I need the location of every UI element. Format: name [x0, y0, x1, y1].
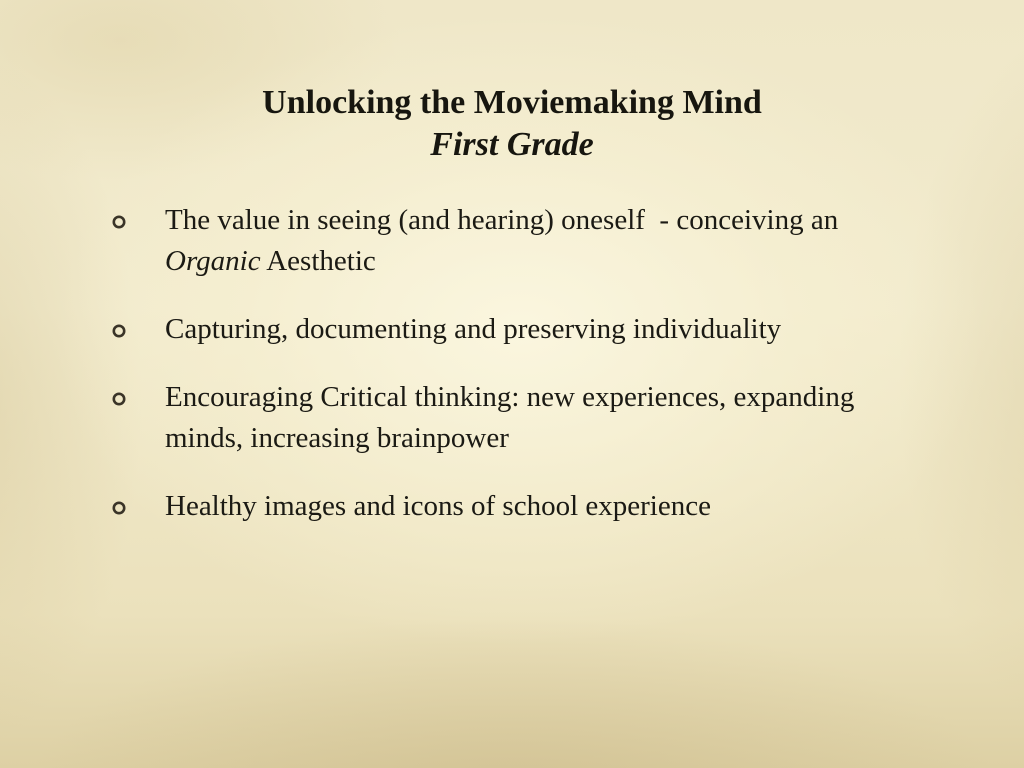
- bullet-item-2: [108, 309, 908, 350]
- slide-subtitle: First Grade: [430, 126, 594, 163]
- bullet-text-1b: conceiving an: [676, 204, 839, 236]
- bullet-list: [108, 200, 908, 554]
- bullet-item-1: [108, 200, 908, 282]
- bullet-text-2: Capturing, documenting and preserving individuality: [165, 313, 782, 345]
- bullet-text-3: Encouraging Critical thinking: new experiences, expanding minds, increasing brainpower: [165, 381, 855, 454]
- hollow-circle-icon: [112, 215, 126, 229]
- bullet-item-3: [108, 377, 908, 459]
- bullet-dash: -: [652, 204, 677, 236]
- hollow-circle-icon: [112, 392, 126, 406]
- hollow-circle-icon: [112, 501, 126, 515]
- bullet-item-4: [108, 486, 908, 527]
- slide-title-block: [0, 82, 1024, 166]
- bullet-text-4: Healthy images and icons of school experience: [165, 490, 711, 522]
- bullet-text-1c: Aesthetic: [260, 245, 376, 277]
- hollow-circle-icon: [112, 324, 126, 338]
- slide-title: Unlocking the Moviemaking Mind: [262, 84, 762, 121]
- bullet-text-1a: The value in seeing (and hearing) oneself: [165, 204, 653, 236]
- bullet-text-1-italic: Organic: [165, 245, 261, 277]
